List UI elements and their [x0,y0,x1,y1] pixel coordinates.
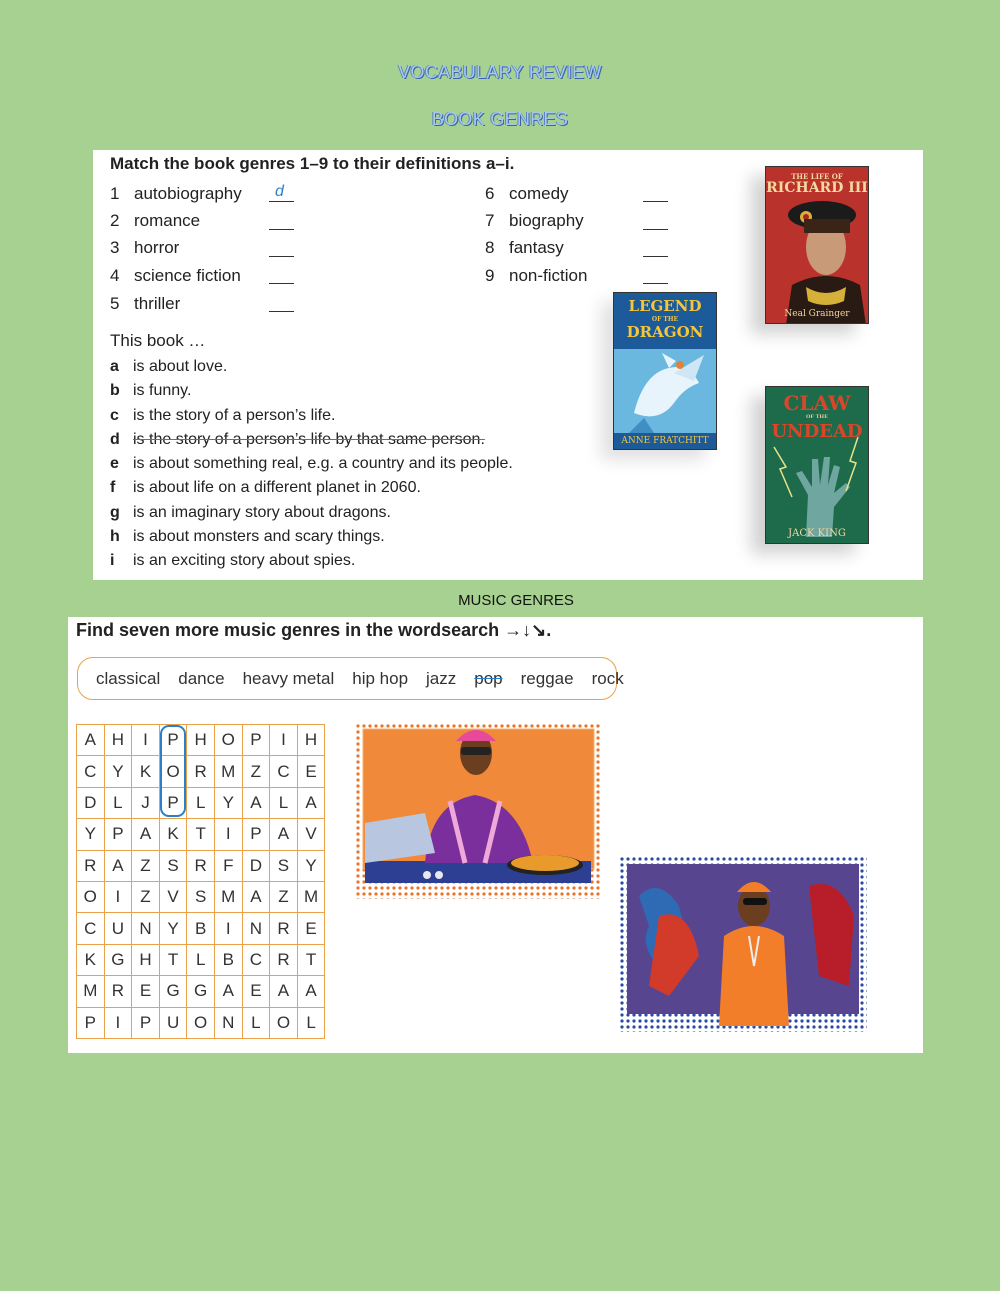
grid-cell[interactable]: V [297,819,325,850]
grid-cell[interactable]: R [270,913,298,944]
grid-row [77,787,325,818]
grid-cell[interactable]: H [132,944,160,975]
grid-cell[interactable]: A [297,976,325,1007]
grid-cell[interactable]: K [77,944,105,975]
answer-blank-8[interactable] [643,256,668,257]
grid-cell[interactable]: K [159,819,187,850]
word-bank [77,657,624,700]
word-dance: dance [178,668,225,688]
word-pop: pop [474,668,503,688]
grid-cell[interactable]: I [104,881,132,912]
legend-of-the-dragon-cover: LEGEND OF THE DRAGON ANNE FRATCHITT [613,292,717,450]
grid-cell[interactable]: Z [242,756,270,787]
grid-cell[interactable]: E [297,913,325,944]
grid-cell[interactable]: C [242,944,270,975]
grid-cell[interactable]: N [132,913,160,944]
grid-cell[interactable]: S [270,850,298,881]
definition-e: e is about something real, e.g. a country and its people. [110,455,513,473]
hip-hop-illustration [619,856,867,1032]
grid-cell[interactable]: V [159,881,187,912]
grid-row [77,881,325,912]
zombie-hand-icon [766,387,869,544]
dj-illustration [355,723,602,899]
definition-g: g is an imaginary story about dragons. [110,503,391,521]
answer-blank-5[interactable] [269,311,294,312]
wordsearch-grid [76,724,325,1039]
definition-c: c is the story of a person’s life. [110,406,336,424]
grid-cell[interactable]: Y [297,850,325,881]
grid-cell[interactable]: G [187,976,215,1007]
vocabulary-review-title: VOCABULARY REVIEW [398,62,602,82]
grid-cell[interactable]: A [104,850,132,881]
grid-cell[interactable]: C [77,913,105,944]
answer-blank-1[interactable] [269,201,294,202]
grid-cell[interactable]: O [214,725,242,756]
definition-d: d is the story of a person’s life by that same person. [110,430,485,448]
found-word-pop-highlight [160,725,186,817]
grid-cell[interactable]: U [159,1007,187,1038]
definition-b: b is funny. [110,382,192,400]
grid-cell[interactable]: M [214,756,242,787]
grid-cell[interactable]: P [132,1007,160,1038]
grid-cell[interactable]: R [270,944,298,975]
grid-cell[interactable]: L [242,1007,270,1038]
genre-item-1: 1 autobiography [110,184,242,203]
grid-cell[interactable]: P [242,819,270,850]
grid-cell[interactable]: M [297,881,325,912]
word-rock: rock [591,668,624,688]
grid-cell[interactable]: H [187,725,215,756]
grid-row [77,1007,325,1038]
grid-cell[interactable]: T [159,944,187,975]
grid-cell[interactable]: P [77,1007,105,1038]
grid-cell[interactable]: A [77,725,105,756]
genre-item-4: 4 science fiction [110,266,241,285]
grid-cell[interactable]: R [187,756,215,787]
richard-iii-cover: THE LIFE OF RICHARD III Neal Grainger [765,166,869,324]
grid-row [77,944,325,975]
grid-cell[interactable]: S [187,881,215,912]
grid-cell[interactable]: D [77,787,105,818]
genre-item-6: 6 comedy [485,184,569,203]
answer-blank-6[interactable] [643,201,668,202]
grid-cell[interactable]: T [187,819,215,850]
book-instruction: Match the book genres 1–9 to their definitions a–i. [110,154,515,173]
definitions-list [110,355,513,574]
grid-cell[interactable]: M [77,976,105,1007]
grid-cell[interactable]: G [104,944,132,975]
word-heavy-metal: heavy metal [242,668,335,688]
grid-row [77,756,325,787]
grid-cell[interactable]: S [159,850,187,881]
grid-cell[interactable]: E [242,976,270,1007]
grid-cell[interactable]: A [132,819,160,850]
genre-item-3: 3 horror [110,238,180,257]
grid-cell[interactable]: Y [104,756,132,787]
grid-cell[interactable]: U [104,913,132,944]
dragon-icon [614,293,717,450]
answer-blank-3[interactable] [269,256,294,257]
definition-i: i is an exciting story about spies. [110,552,356,570]
genre-item-8: 8 fantasy [485,238,564,257]
grid-cell[interactable]: H [104,725,132,756]
grid-cell[interactable]: R [104,976,132,1007]
grid-cell[interactable]: C [77,756,105,787]
grid-row [77,725,325,756]
grid-cell[interactable]: G [159,976,187,1007]
music-genres-panel [68,617,923,1053]
grid-cell[interactable]: A [242,787,270,818]
grid-cell[interactable]: C [270,756,298,787]
definition-f: f is about life on a different planet in 2060. [110,479,421,497]
grid-cell[interactable]: P [159,725,187,756]
grid-cell[interactable]: D [242,850,270,881]
grid-cell[interactable]: Y [159,913,187,944]
genre-item-9: 9 non-fiction [485,266,588,285]
grid-cell[interactable]: A [242,881,270,912]
grid-cell[interactable]: I [270,725,298,756]
grid-cell[interactable]: L [187,787,215,818]
grid-cell[interactable]: B [187,913,215,944]
claw-of-the-undead-cover: CLAW OF THE UNDEAD JACK KING [765,386,869,544]
answer-blank-7[interactable] [643,229,668,230]
word-reggae: reggae [520,668,574,688]
grid-cell[interactable]: A [214,976,242,1007]
grid-cell[interactable]: E [297,756,325,787]
grid-cell[interactable]: L [187,944,215,975]
grid-cell[interactable]: R [187,850,215,881]
grid-row [77,976,325,1007]
music-genres-title: MUSIC GENRES [458,592,574,609]
grid-cell[interactable]: T [297,944,325,975]
word-hip-hop: hip hop [352,668,409,688]
grid-cell[interactable]: I [104,1007,132,1038]
grid-cell[interactable]: J [132,787,160,818]
grid-row [77,819,325,850]
grid-row [77,913,325,944]
grid-cell[interactable]: P [159,787,187,818]
grid-cell[interactable]: B [214,944,242,975]
grid-cell[interactable]: P [104,819,132,850]
grid-cell[interactable]: N [214,1007,242,1038]
answer-blank-2[interactable] [269,229,294,230]
grid-cell[interactable]: A [270,819,298,850]
book-genres-panel [93,150,923,580]
genre-item-7: 7 biography [485,211,584,230]
genre-item-5: 5 thriller [110,294,181,313]
grid-cell[interactable]: Y [77,819,105,850]
grid-cell[interactable]: R [77,850,105,881]
this-book-label: This book … [110,331,206,350]
grid-cell[interactable]: Z [132,881,160,912]
genre-item-2: 2 romance [110,211,201,230]
book-genres-title: BOOK GENRES [431,109,569,129]
grid-cell[interactable]: K [132,756,160,787]
grid-cell[interactable]: F [214,850,242,881]
answer-blank-4[interactable] [269,283,294,284]
definition-a: a is about love. [110,358,228,375]
definition-h: h is about monsters and scary things. [110,528,385,546]
grid-cell[interactable]: E [132,976,160,1007]
grid-cell[interactable]: O [159,756,187,787]
grid-cell[interactable]: I [214,913,242,944]
grid-cell[interactable]: H [297,725,325,756]
answer-1[interactable]: d [275,183,284,200]
grid-cell[interactable]: L [297,1007,325,1038]
grid-cell[interactable]: O [270,1007,298,1038]
grid-cell[interactable]: A [297,787,325,818]
grid-cell[interactable]: P [242,725,270,756]
grid-cell[interactable]: M [214,881,242,912]
grid-cell[interactable]: O [77,881,105,912]
word-classical: classical [96,668,161,688]
grid-cell[interactable]: Y [214,787,242,818]
grid-cell[interactable]: L [270,787,298,818]
direction-arrows-icon: →↓↘. [504,620,552,640]
grid-cell[interactable]: I [132,725,160,756]
grid-cell[interactable]: I [214,819,242,850]
grid-row [77,850,325,881]
grid-cell[interactable]: O [187,1007,215,1038]
music-instruction: Find seven more music genres in the wordsearch →↓↘. [76,620,552,640]
answer-blank-9[interactable] [643,283,668,284]
grid-cell[interactable]: Z [270,881,298,912]
grid-cell[interactable]: N [242,913,270,944]
grid-cell[interactable]: L [104,787,132,818]
word-jazz: jazz [426,668,457,688]
king-portrait-icon [766,167,869,324]
grid-cell[interactable]: Z [132,850,160,881]
grid-cell[interactable]: A [270,976,298,1007]
